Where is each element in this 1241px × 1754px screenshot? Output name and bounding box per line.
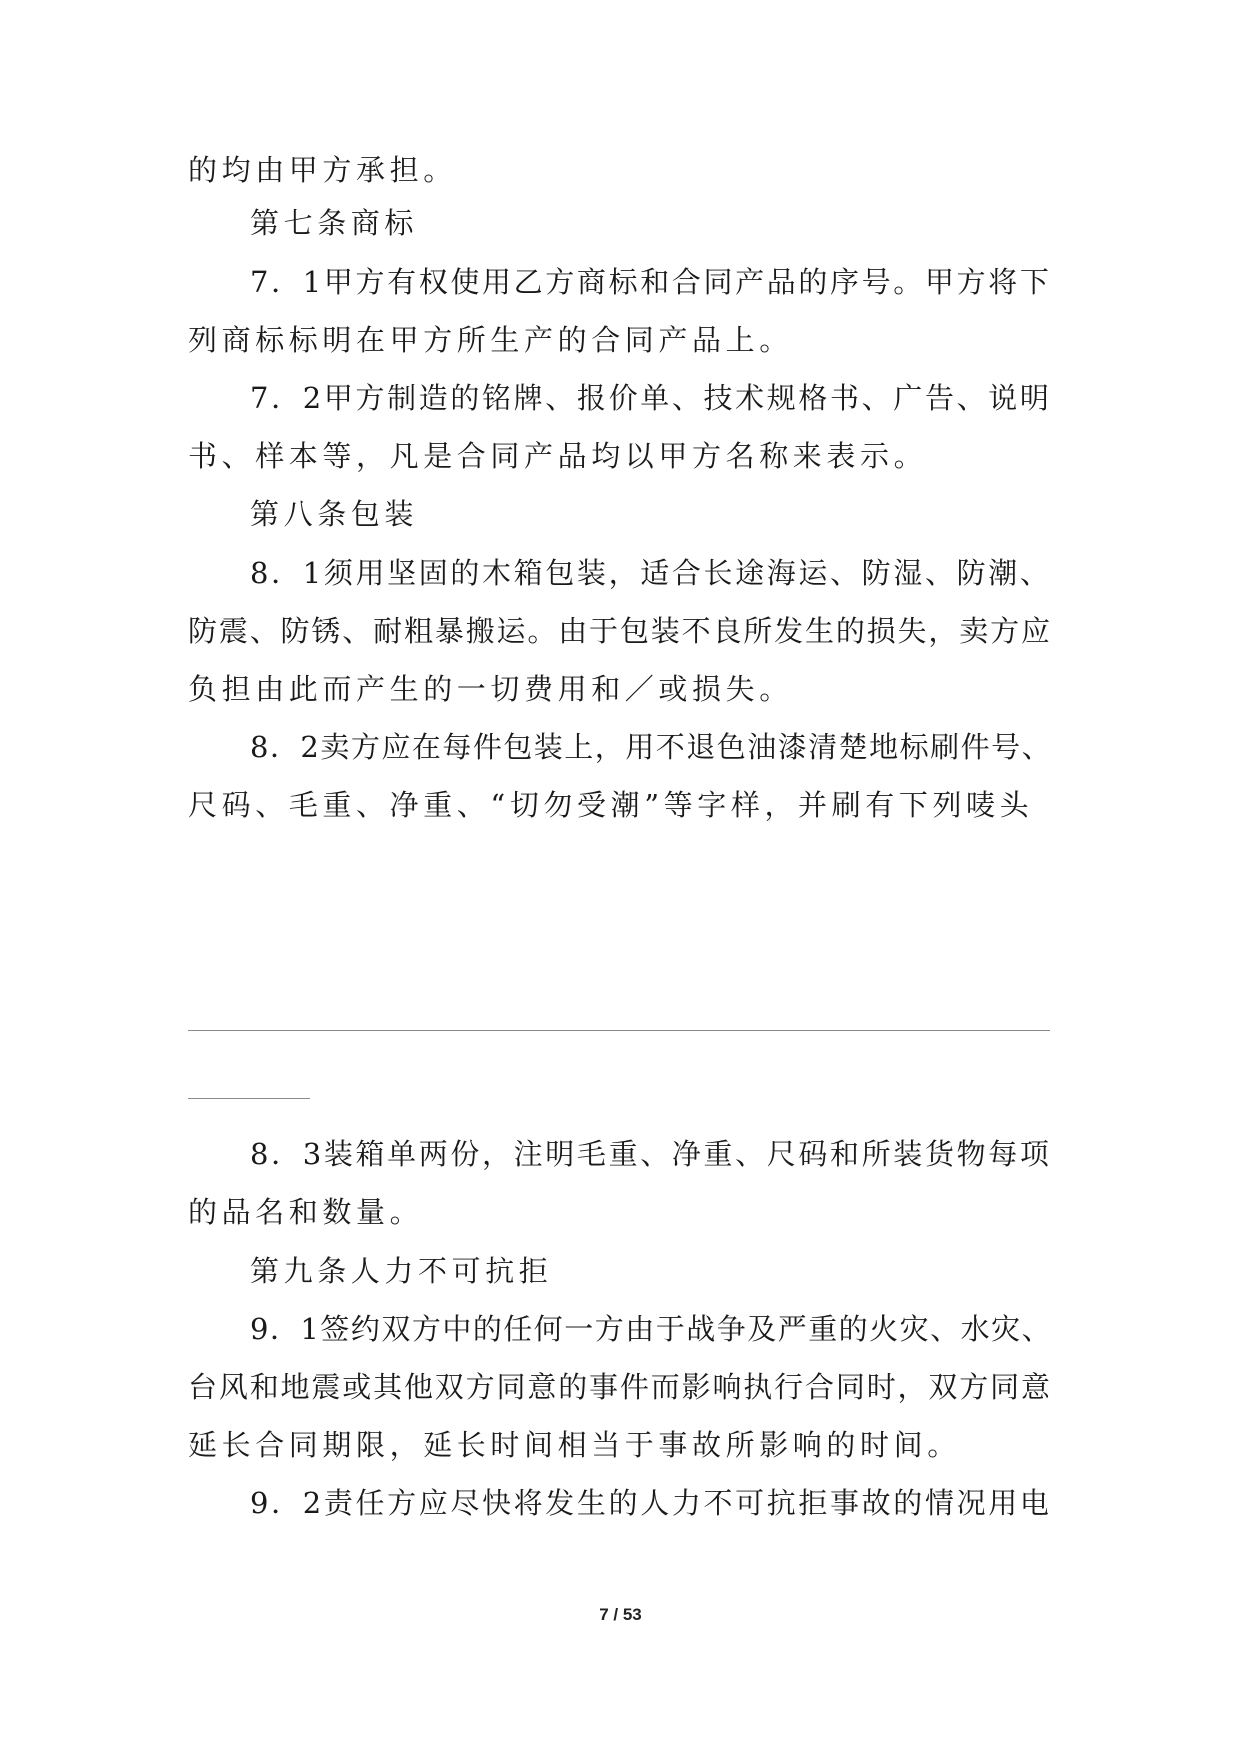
section-heading: 第七条商标 bbox=[250, 206, 419, 240]
text-line: 的均由甲方承担。 bbox=[188, 153, 457, 187]
blank-fill-line bbox=[188, 1030, 1050, 1031]
text-line: 7．2甲方制造的铭牌、报价单、技术规格书、广告、说明 bbox=[250, 381, 1052, 415]
text-line: 8．3装箱单两份，注明毛重、净重、尺码和所装货物每项 bbox=[250, 1137, 1052, 1171]
text-line: 9．1签约双方中的任何一方由于战争及严重的火灾、水灾、 bbox=[250, 1312, 1053, 1346]
text-line: 负担由此而产生的一切费用和／或损失。 bbox=[188, 672, 793, 706]
text-line: 书、样本等，凡是合同产品均以甲方名称来表示。 bbox=[188, 439, 928, 473]
text-line: 尺码、毛重、净重、“切勿受潮”等字样，并刷有下列唛头 bbox=[188, 788, 1034, 822]
text-line: 延长合同期限，延长时间相当于事故所影响的时间。 bbox=[188, 1428, 961, 1462]
text-line: 列商标标明在甲方所生产的合同产品上。 bbox=[188, 323, 793, 357]
text-line: 防震、防锈、耐粗暴搬运。由于包装不良所发生的损失，卖方应 bbox=[188, 614, 1052, 648]
text-line: 7．1甲方有权使用乙方商标和合同产品的序号。甲方将下 bbox=[250, 265, 1052, 299]
blank-fill-line bbox=[188, 1098, 310, 1099]
page-number: 7 / 53 bbox=[599, 1605, 642, 1624]
text-line: 8．1须用坚固的木箱包装，适合长途海运、防湿、防潮、 bbox=[250, 556, 1052, 590]
section-heading: 第八条包装 bbox=[250, 497, 419, 531]
text-line: 台风和地震或其他双方同意的事件而影响执行合同时，双方同意 bbox=[188, 1370, 1052, 1404]
text-line: 8．2卖方应在每件包装上，用不退色油漆清楚地标刷件号、 bbox=[250, 730, 1053, 764]
text-line: 的品名和数量。 bbox=[188, 1195, 424, 1229]
text-line: 9．2责任方应尽快将发生的人力不可抗拒事故的情况用电 bbox=[250, 1486, 1052, 1520]
section-heading: 第九条人力不可抗拒 bbox=[250, 1254, 553, 1288]
